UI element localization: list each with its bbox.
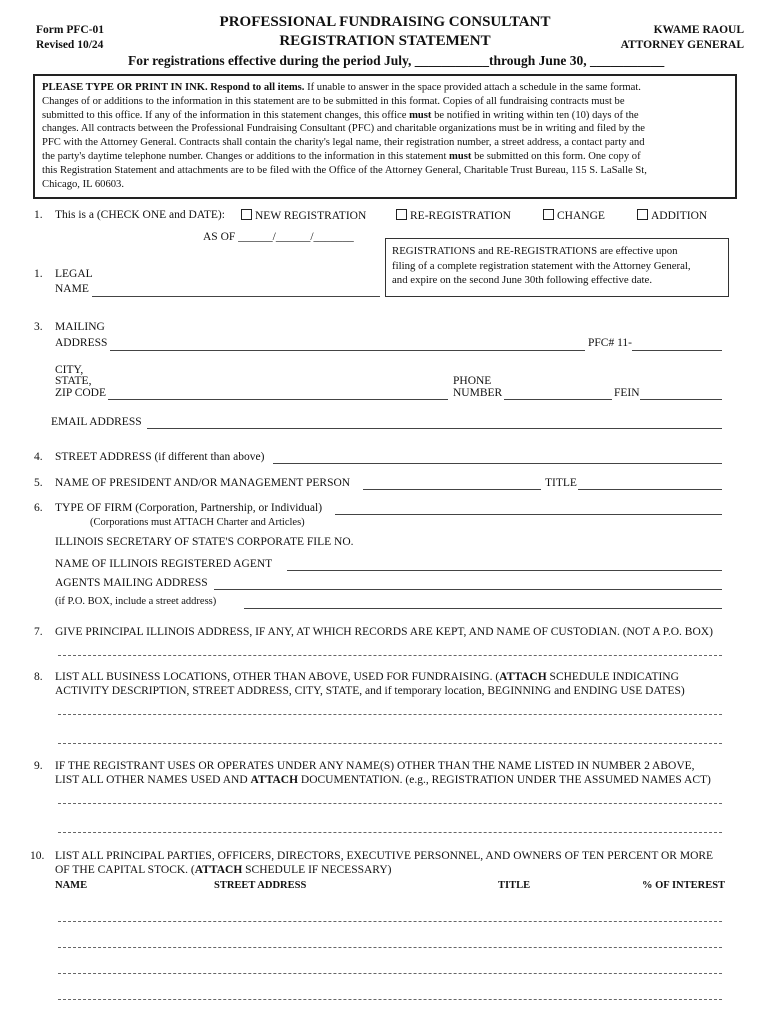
instructions-line5: PFC with the Attorney General. Contracts shall contain the charity's legal name, their registration number, a street address, a contact party and [42,137,645,149]
q8-attach: ATTACH [499,671,547,683]
q9-number: 9. [34,760,43,772]
email-label: EMAIL ADDRESS [51,416,142,428]
firm-type-note: (Corporations must ATTACH Charter and Articles) [90,517,305,528]
q10-text-a: OF THE CAPITAL STOCK. ( [55,864,195,876]
instructions-line3a: submitted to this office. If any of the information in this statement changes, this office [42,109,410,121]
option-label: ADDITION [651,210,708,222]
instructions-line7: this Registration Statement and attachments are to be filed with the Office of the Attorney General, Charitable Trust Bureau, 115 S. LaSalle St, [42,164,647,176]
legal-name-field[interactable] [92,296,380,297]
instructions-line8: Chicago, IL 60603. [42,178,124,190]
option-new-registration[interactable] [241,209,366,222]
business-locations-field-2[interactable] [58,743,722,744]
city-state-zip-field[interactable] [108,399,448,400]
city-label-1: CITY, [55,364,84,376]
q4-number: 4. [34,451,43,463]
effective-note-box [385,238,729,297]
q7-number: 7. [34,626,43,638]
q8-text-a: LIST ALL BUSINESS LOCATIONS, OTHER THAN ABOVE, USED FOR FUNDRAISING. ( [55,671,500,683]
col-street-header: STREET ADDRESS [214,880,307,891]
other-names-field-2[interactable] [58,832,722,833]
q3-number: 3. [34,321,43,333]
phone-label-1: PHONE [453,375,492,387]
mailing-label-1: MAILING [55,321,105,333]
q10-text-c: SCHEDULE IF NECESSARY) [242,864,392,876]
q6-number: 6. [34,502,43,514]
president-title-field[interactable] [578,489,722,490]
sos-file-label: ILLINOIS SECRETARY OF STATE'S CORPORATE FILE NO. [55,536,354,548]
registration-period: For registrations effective during the period July, ___________through June 30, ___________ [128,53,665,68]
principal-row-4[interactable] [58,999,722,1000]
note-line1: REGISTRATIONS and RE-REGISTRATIONS are effective upon [392,245,678,257]
note-line3: and expire on the second June 30th following effective date. [392,274,653,286]
fein-field[interactable] [640,399,722,400]
fein-label: FEIN [614,387,640,399]
note-line2: filing of a complete registration statement with the Attorney General, [392,259,691,272]
q9-text-a: LIST ALL OTHER NAMES USED AND [55,774,251,786]
principal-parties-line1: LIST ALL PRINCIPAL PARTIES, OFFICERS, DIRECTORS, EXECUTIVE PERSONNEL, AND OWNERS OF TEN PERCENT OR MORE [55,850,714,862]
records-address-field[interactable] [58,655,722,656]
q1-number: 1. [34,209,43,221]
records-address-label: GIVE PRINCIPAL ILLINOIS ADDRESS, IF ANY, AT WHICH RECORDS ARE KEPT, AND NAME OF CUSTODIAN. (NOT A P.O. BOX) [55,626,713,638]
principal-row-2[interactable] [58,947,722,948]
q9-attach: ATTACH [250,774,299,786]
form-id: Form PFC-01 [36,24,105,36]
other-names-field-1[interactable] [58,803,722,804]
instructions-must-1: must [409,109,432,121]
form-revised: Revised 10/24 [36,39,104,51]
instructions-must-2: must [449,150,472,162]
option-label: CHANGE [557,210,605,222]
city-label-3: ZIP CODE [55,387,107,399]
instructions-line1: If unable to answer in the space provided attach a schedule in the same format. [304,82,641,93]
instructions-line2: Changes of or additions to the information in this statement are to be submitted in this format. Copies of all fundraising contracts must be [42,95,625,107]
registered-agent-field[interactable] [287,570,722,571]
as-of-date-field[interactable]: AS OF ______/______/_______ [203,231,354,243]
firm-type-label: TYPE OF FIRM (Corporation, Partnership, or Individual) [55,502,323,514]
form-title-line2: REGISTRATION STATEMENT [279,33,491,49]
q9-text-c: DOCUMENTATION. (e.g., REGISTRATION UNDER THE ASSUMED NAMES ACT) [298,774,711,786]
form-title-line1: PROFESSIONAL FUNDRAISING CONSULTANT [219,14,551,30]
phone-number-field[interactable] [504,399,612,400]
q10-number: 10. [30,850,45,862]
instructions-line6c: be submitted on this form. One copy of [471,150,641,162]
option-label: RE-REGISTRATION [410,210,511,222]
instructions-lead: PLEASE TYPE OR PRINT IN INK. Respond to all items. [42,82,305,93]
agent-address-field[interactable] [214,589,722,590]
business-locations-line2: ACTIVITY DESCRIPTION, STREET ADDRESS, CITY, STATE, and if temporary location, BEGINNING and ENDING USE DATES) [55,685,685,697]
principal-row-1[interactable] [58,921,722,922]
checkbox-icon[interactable] [543,209,554,220]
col-title-header: TITLE [498,880,531,891]
phone-label-2: NUMBER [453,387,503,399]
pfc-number-field[interactable] [632,350,722,351]
q5-number: 5. [34,477,43,489]
legal-label-2: NAME [55,283,89,295]
mailing-label-2: ADDRESS [55,337,108,349]
pfc-number-label: PFC# 11- [588,337,632,349]
instructions-line6a: the party's daytime telephone number. Changes or additions to the information in this statement [42,150,450,162]
option-addition[interactable] [637,209,707,222]
checkbox-icon[interactable] [241,209,252,220]
legal-label-1: LEGAL [55,268,93,280]
attorney-general-title: ATTORNEY GENERAL [620,39,744,51]
option-change[interactable] [543,209,605,222]
q8-number: 8. [34,671,43,683]
firm-type-field[interactable] [335,514,722,515]
instructions-box [33,74,737,199]
q1-label: This is a (CHECK ONE and DATE): [55,209,225,221]
col-name-header: NAME [55,880,88,891]
registered-agent-label: NAME OF ILLINOIS REGISTERED AGENT [55,558,273,570]
business-locations-field-1[interactable] [58,714,722,715]
president-name-field[interactable] [363,489,541,490]
q8-text-c: SCHEDULE INDICATING [546,671,679,683]
option-label: NEW REGISTRATION [255,210,367,222]
option-re-registration[interactable] [396,209,511,222]
agent-address-label: AGENTS MAILING ADDRESS [55,577,208,589]
principal-parties-line2 [55,864,391,876]
president-title-label: TITLE [545,477,577,489]
checkbox-icon[interactable] [396,209,407,220]
president-label: NAME OF PRESIDENT AND/OR MANAGEMENT PERSON [55,477,351,489]
instructions-line3c: be notified in writing within ten (10) days of the [431,109,639,121]
q10-attach: ATTACH [194,864,243,876]
street-address-field[interactable] [273,463,722,464]
mailing-address-field[interactable] [110,350,585,351]
po-box-note: (if P.O. BOX, include a street address) [55,596,217,607]
business-locations-line1 [55,671,679,683]
instructions-line4: changes. All contracts between the Professional Fundraising Consultant (PFC) and charitable organizations must be in writing and filed by the [42,123,645,135]
q2-number: 1. [34,268,43,280]
street-address-label: STREET ADDRESS (if different than above) [55,451,265,463]
attorney-general-name: KWAME RAOUL [653,24,744,36]
other-names-line2 [55,774,711,786]
other-names-line1: IF THE REGISTRANT USES OR OPERATES UNDER ANY NAME(S) OTHER THAN THE NAME LISTED IN NUMBER 2 ABOVE, [55,760,695,772]
col-interest-header: % OF INTEREST [642,880,726,891]
principal-row-3[interactable] [58,973,722,974]
agent-street-field[interactable] [244,608,722,609]
city-label-2: STATE, [55,375,92,387]
checkbox-icon[interactable] [637,209,648,220]
email-field[interactable] [147,428,722,429]
